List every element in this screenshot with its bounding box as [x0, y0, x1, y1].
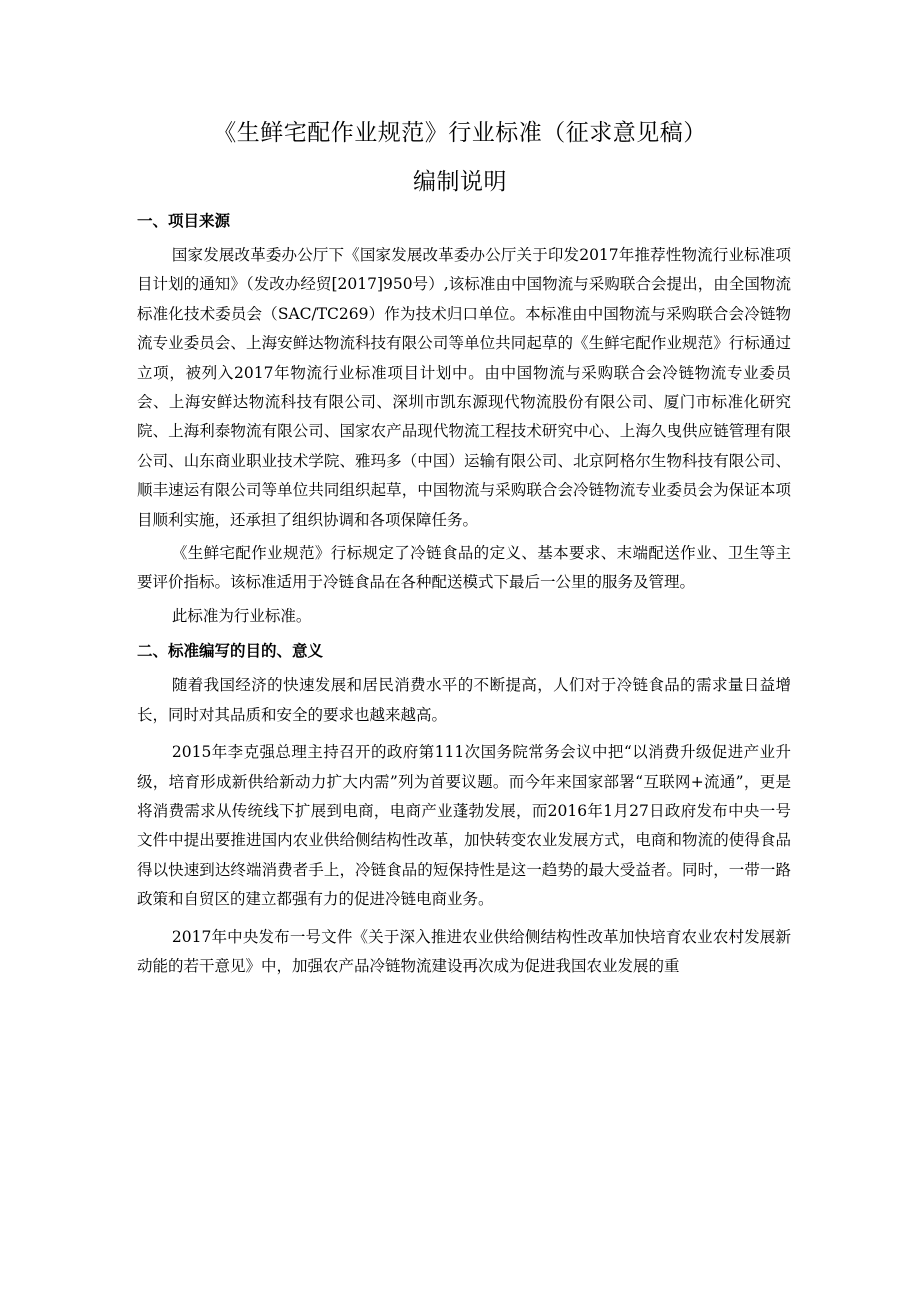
paragraph-standard-type: 此标准为行业标准。 — [171, 606, 312, 625]
paragraph-scope: 《生鲜宅配作业规范》行标规定了冷链食品的定义、基本要求、末端配送作业、卫生等主要评价指标。该标准适用于冷链食品在各种配送模式下最后一公里的服务及管理。 — [137, 544, 791, 592]
paragraph-policy-2017: 2017年中央发布一号文件《关于深入推进农业供给侧结构性改革加快培育农业农村发展新动能的若干意见》中，加强农产品冷链物流建设再次成为促进我国农业发展的重 — [137, 927, 791, 975]
paragraph-project-source: 国家发展改革委办公厅下《国家发展改革委办公厅关于印发2017年推荐性物流行业标准项目计划的通知》（发改办经贸[2017]950号）,该标准由中国物流与采购联合会提出，由全国物流标准化技术委员会（SAC/TC269）作为技术归口单位。本标准由中国物流与采购联合会冷链物流专业委员会、上海安鲜达物流科技有限公司等单位共同起草的《生鲜宅配作业规范》行标通过立项，被列入2017年物流行业标准项目计划中。由中国物流与采购联合会冷链物流专业委员会、上海安鲜达物流科技有限公司、深圳市凯东源现代物流股份有限公司、厦门市标准化研究院、上海利泰物流有限公司、国家农产品现代物流工程技术研究中心、上海久曳供应链管理有限公司、山东商业职业技术学院、雅玛多（中国）运输有限公司、北京阿格尔生物科技有限公司、顺丰速运有限公司等单位共同组织起草，中国物流与采购联合会冷链物流专业委员会为保证本项目顺利实施，还承担了组织协调和各项保障任务。 — [137, 246, 791, 529]
document-body — [137, 205, 791, 981]
paragraph-demand: 随着我国经济的快速发展和居民消费水平的不断提高，人们对于冷链食品的需求量日益增长，同时对其品质和安全的要求也越来越高。 — [137, 676, 791, 724]
paragraph-policy-2015: 2015年李克强总理主持召开的政府第111次国务院常务会议中把“以消费升级促进产业升级，培育形成新供给新动力扩大内需”列为首要议题。而今年来国家部署“互联网+流通”，更是将消费需求从传统线下扩展到电商，电商产业蓬勃发展，而2016年1月27日政府发布中央一号文件中提出要推进国内农业供给侧结构性改革，加快转变农业发展方式，电商和物流的使得食品得以快速到达终端消费者手上，冷链食品的短保持性是这一趋势的最大受益者。同时，一带一路政策和自贸区的建立都强有力的促进冷链电商业务。 — [137, 743, 791, 909]
section-heading-source: 一、项目来源 — [137, 211, 231, 230]
section-heading-purpose: 二、标准编写的目的、意义 — [137, 641, 324, 661]
document-title: 《生鲜宅配作业规范》行业标准（征求意见稿） — [213, 120, 707, 146]
document-subtitle: 编制说明 — [413, 169, 507, 195]
